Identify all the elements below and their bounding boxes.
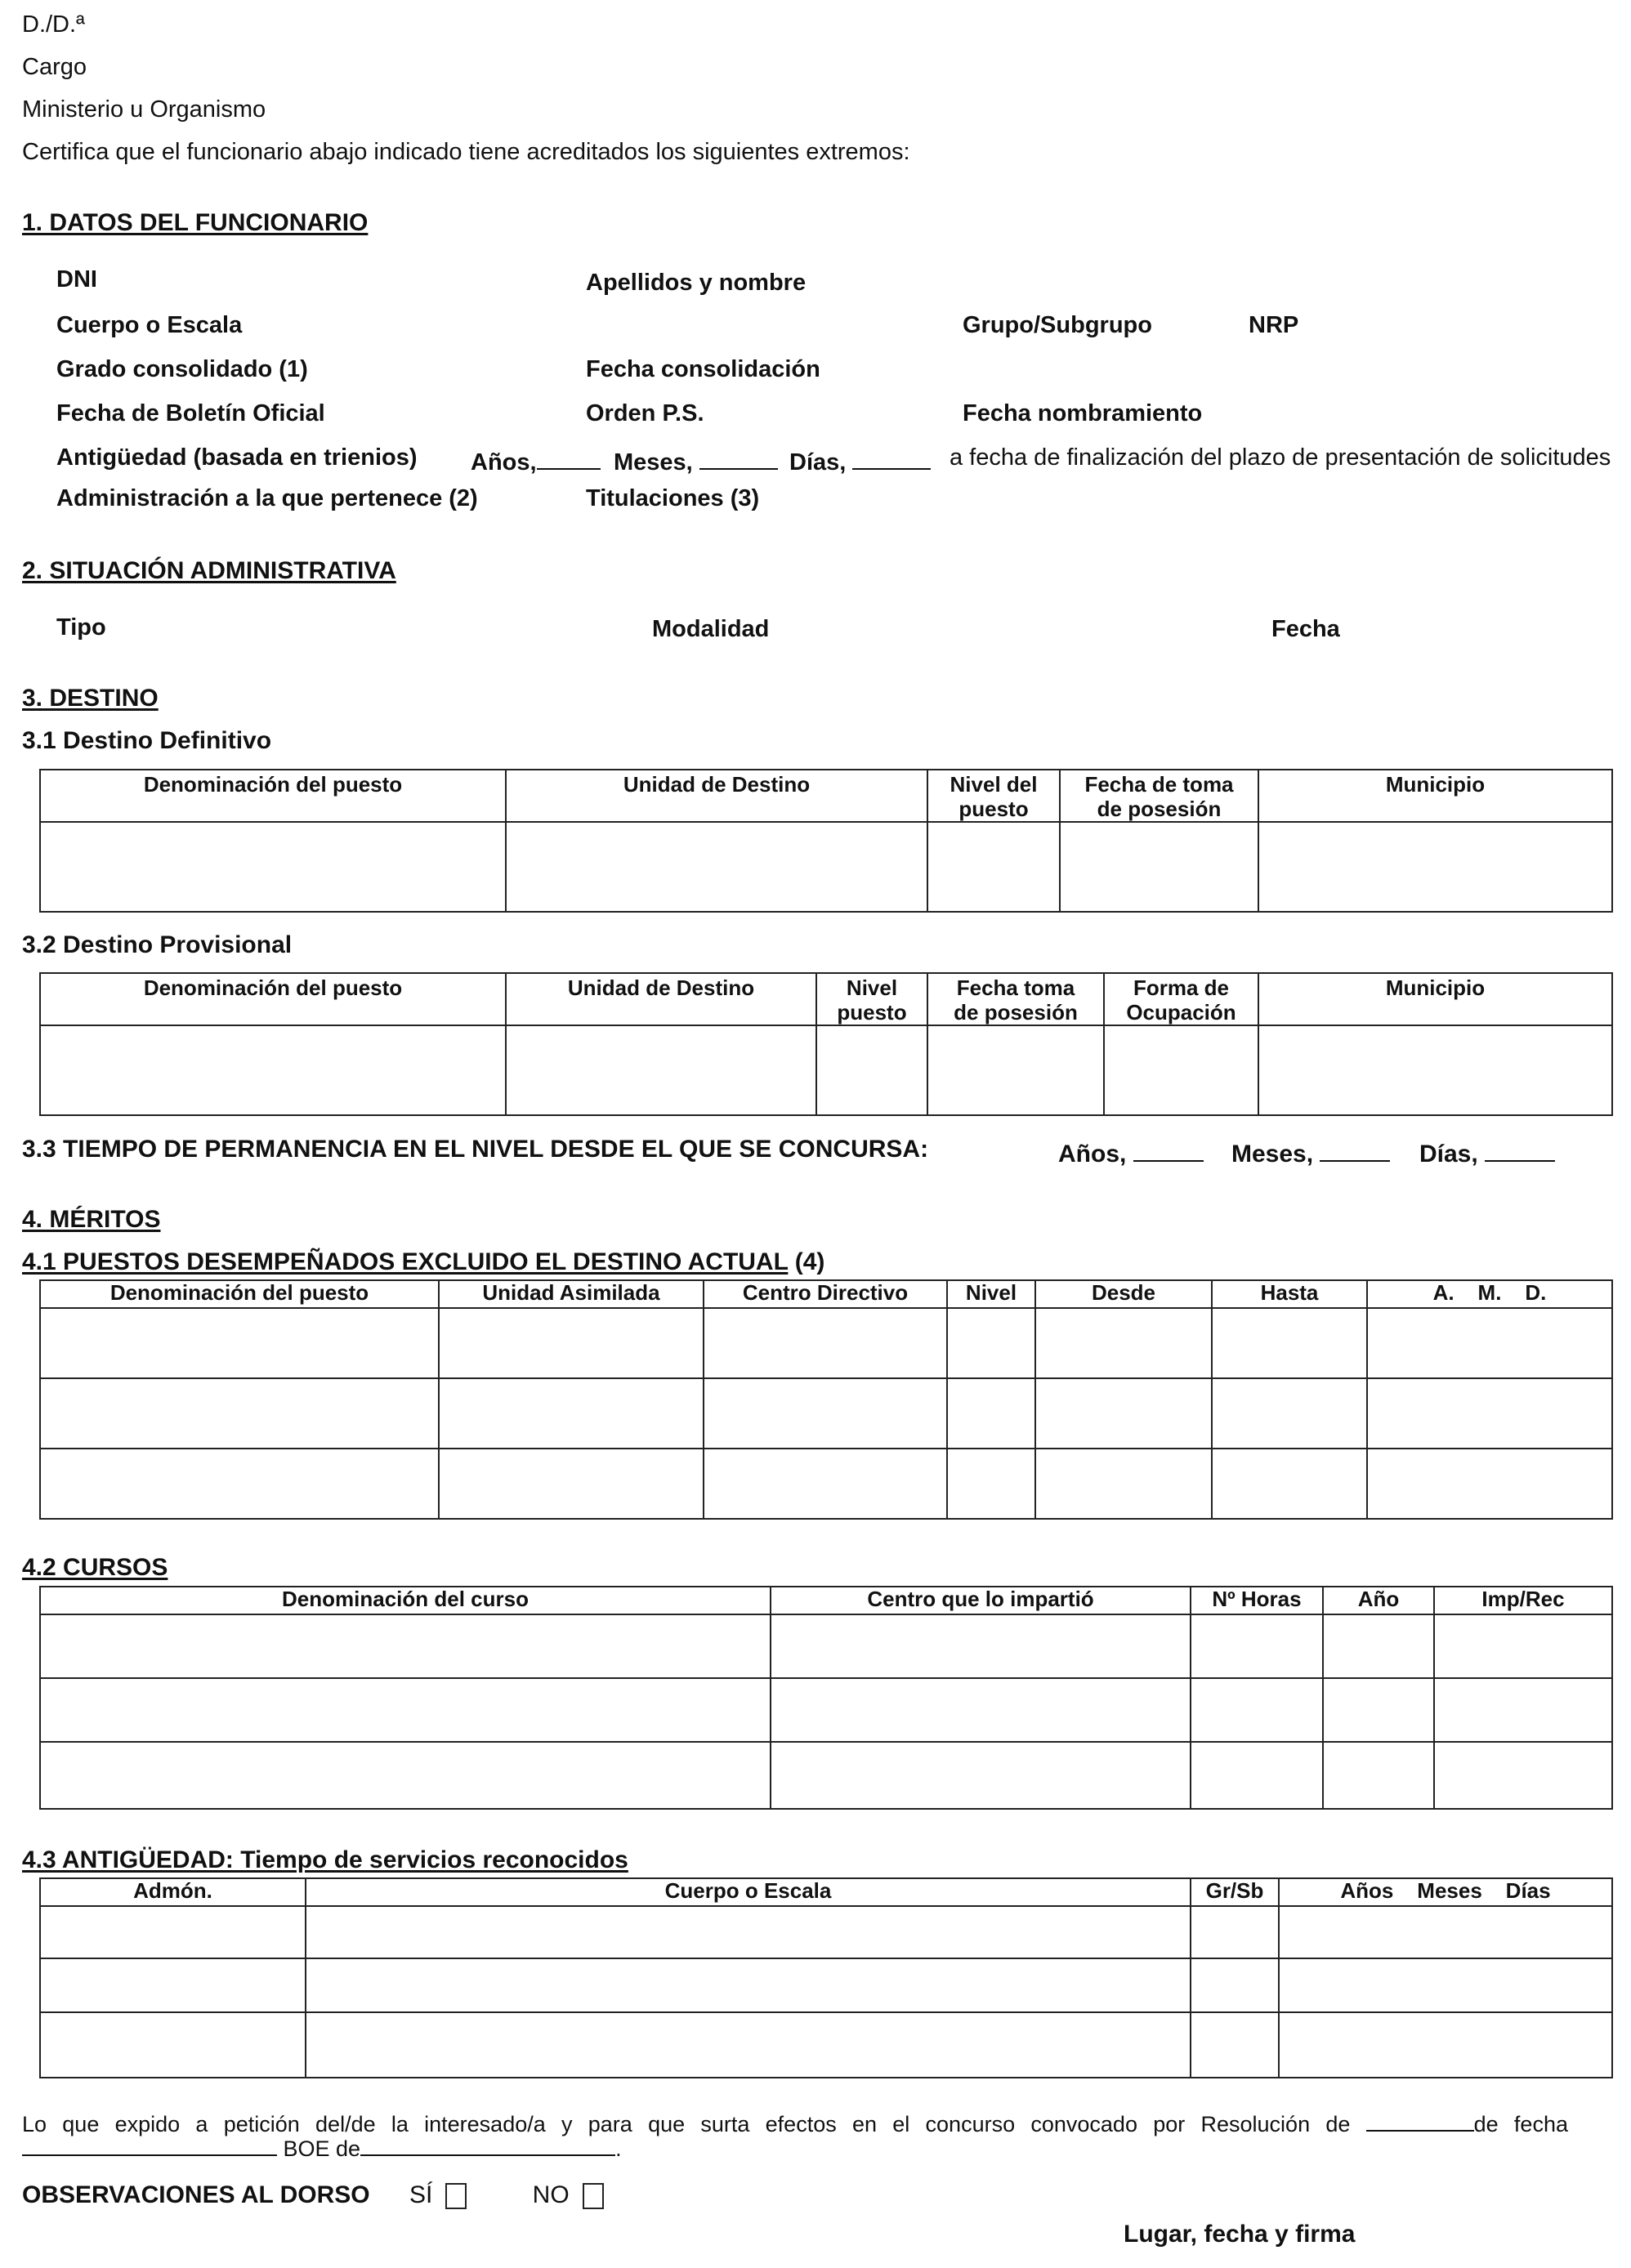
table-row [40, 822, 1612, 912]
puestos-table [39, 1279, 1613, 1520]
grado-label: Grado consolidado (1) [56, 356, 308, 382]
permanencia-meses: Meses, [1231, 1136, 1390, 1168]
permanencia-dias: Días, [1419, 1136, 1555, 1168]
col-fecha-toma: Fecha toma de posesión [927, 973, 1104, 1025]
table-row [40, 1958, 1612, 2012]
a-fecha-text: a fecha de finalización del plazo de presentación de solicitudes [950, 444, 1611, 471]
titulaciones-label: Titulaciones (3) [586, 485, 760, 511]
no-label: NO [532, 2181, 570, 2208]
ministerio-label: Ministerio u Organismo [22, 96, 266, 123]
col-cuerpo: Cuerpo o Escala [306, 1878, 1191, 1906]
destino-provisional-title: 3.2 Destino Provisional [22, 931, 293, 958]
nrp-label: NRP [1249, 312, 1299, 338]
col-forma-ocupacion: Forma de Ocupación [1104, 973, 1258, 1025]
antiguedad-table [39, 1877, 1613, 2078]
col-admon: Admón. [40, 1878, 306, 1906]
destino-definitivo-table [39, 769, 1613, 913]
col-anos-meses-dias: Años Meses Días [1279, 1878, 1612, 1906]
col-nivel: Nivel [947, 1280, 1035, 1308]
fecha-nombramiento-label: Fecha nombramiento [963, 400, 1203, 426]
table-row [40, 1308, 1612, 1378]
col-nivel: Nivel puesto [816, 973, 927, 1025]
antiguedad-dias: Días, [789, 444, 931, 476]
col-denominacion: Denominación del puesto [40, 1280, 439, 1308]
dni-label: DNI [56, 266, 97, 292]
no-checkbox[interactable] [583, 2183, 604, 2209]
section-3-title: 3. DESTINO [22, 685, 159, 712]
section-2-title: 2. SITUACIÓN ADMINISTRATIVA [22, 557, 396, 584]
puestos-desempenados-title: 4.1 PUESTOS DESEMPEÑADOS EXCLUIDO EL DESTINO ACTUAL (4) [22, 1248, 825, 1275]
col-denominacion: Denominación del puesto [40, 973, 506, 1025]
cursos-title: 4.2 CURSOS [22, 1554, 168, 1581]
destino-provisional-table [39, 972, 1613, 1116]
table-row [40, 1614, 1612, 1678]
fecha-label: Fecha [1271, 616, 1340, 642]
table-row [40, 1378, 1612, 1449]
col-horas: Nº Horas [1191, 1587, 1323, 1614]
firma-label: Lugar, fecha y firma [1124, 2221, 1356, 2248]
grupo-label: Grupo/Subgrupo [963, 312, 1152, 338]
section-1-title: 1. DATOS DEL FUNCIONARIO [22, 209, 369, 236]
table-row [40, 1742, 1612, 1809]
antiguedad-meses: Meses, [614, 444, 778, 476]
cargo-label: Cargo [22, 54, 87, 80]
col-unidad: Unidad de Destino [506, 770, 927, 822]
col-desde: Desde [1035, 1280, 1212, 1308]
tipo-label: Tipo [56, 614, 106, 641]
col-fecha-toma: Fecha de toma de posesión [1060, 770, 1258, 822]
fecha-boletin-label: Fecha de Boletín Oficial [56, 400, 325, 426]
table-row [40, 1906, 1612, 1958]
si-checkbox[interactable] [445, 2183, 467, 2209]
col-denominacion-curso: Denominación del curso [40, 1587, 771, 1614]
administracion-label: Administración a la que pertenece (2) [56, 485, 478, 511]
table-row [40, 1678, 1612, 1742]
col-imp-rec: Imp/Rec [1434, 1587, 1612, 1614]
cuerpo-label: Cuerpo o Escala [56, 312, 243, 338]
col-municipio: Municipio [1258, 973, 1612, 1025]
table-row [40, 1025, 1612, 1115]
orden-label: Orden P.S. [586, 400, 704, 426]
col-amd: A. M. D. [1367, 1280, 1612, 1308]
col-ano: Año [1323, 1587, 1434, 1614]
expido-line-2: BOE de . [22, 2132, 622, 2162]
expido-line-1: Lo que expido a petición del/de la interesado/a y para que surta efectos en el concurso convocado por Resolución de de fecha [22, 2108, 1568, 2137]
table-row [40, 1449, 1612, 1519]
col-gr-sb: Gr/Sb [1191, 1878, 1279, 1906]
permanencia-anos: Años, [1058, 1136, 1204, 1168]
modalidad-label: Modalidad [652, 616, 770, 642]
col-nivel: Nivel del puesto [927, 770, 1060, 822]
antiguedad-anos: Años, [471, 444, 601, 476]
si-label: SÍ [409, 2181, 433, 2208]
col-unidad: Unidad de Destino [506, 973, 816, 1025]
fecha-consolidacion-label: Fecha consolidación [586, 356, 820, 382]
observaciones-row [22, 2181, 604, 2209]
section-4-title: 4. MÉRITOS [22, 1206, 161, 1233]
cursos-table [39, 1586, 1613, 1810]
col-unidad-asimilada: Unidad Asimilada [439, 1280, 704, 1308]
col-denominacion: Denominación del puesto [40, 770, 506, 822]
col-hasta: Hasta [1212, 1280, 1367, 1308]
table-row [40, 2012, 1612, 2078]
certifica-text: Certifica que el funcionario abajo indicado tiene acreditados los siguientes extremos: [22, 139, 910, 165]
observaciones-label: OBSERVACIONES AL DORSO [22, 2181, 370, 2208]
dd-label: D./D.ª [22, 11, 85, 38]
col-centro-directivo: Centro Directivo [704, 1280, 947, 1308]
col-centro: Centro que lo impartió [771, 1587, 1191, 1614]
tiempo-permanencia-label: 3.3 TIEMPO DE PERMANENCIA EN EL NIVEL DESDE EL QUE SE CONCURSA: [22, 1136, 929, 1163]
antiguedad-title: 4.3 ANTIGÜEDAD: Tiempo de servicios reconocidos [22, 1846, 628, 1873]
col-municipio: Municipio [1258, 770, 1612, 822]
apellidos-label: Apellidos y nombre [586, 270, 807, 296]
antiguedad-label: Antigüedad (basada en trienios) [56, 444, 418, 471]
destino-definitivo-title: 3.1 Destino Definitivo [22, 727, 272, 754]
